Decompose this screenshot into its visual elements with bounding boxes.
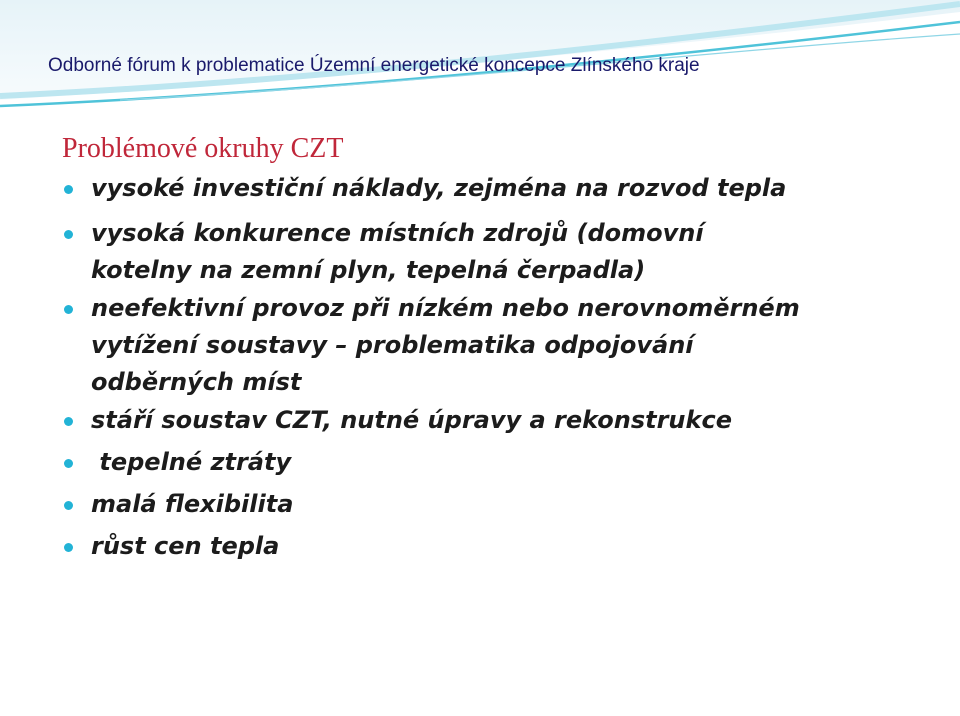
slide-heading: Problémové okruhy CZT [62, 133, 344, 164]
bullet-line: růst cen tepla [91, 532, 280, 560]
bullet-text [91, 215, 704, 289]
bullet-line: odběrných míst [91, 368, 302, 396]
bullet-text [91, 486, 293, 523]
bullet-line: vysoké investiční náklady, zejména na rozvod tepla [91, 174, 787, 202]
header-title: Odborné fórum k problematice Územní energetické koncepce Zlínského kraje [48, 55, 700, 76]
bullet-dot-icon [64, 230, 73, 239]
bullet-dot-icon [64, 459, 73, 468]
bullet-line: tepelné ztráty [91, 448, 292, 476]
bullet-text [91, 402, 732, 439]
bullet-dot-icon [64, 543, 73, 552]
bullet-dot-icon [64, 305, 73, 314]
bullet-text [91, 290, 800, 401]
bullet-text [91, 170, 786, 207]
bullet-line: kotelny na zemní plyn, tepelná čerpadla) [91, 256, 646, 284]
bullet-line: stáří soustav CZT, nutné úpravy a rekonstrukce [91, 406, 732, 434]
bullet-line: neefektivní provoz při nízkém nebo nerovnoměrném [91, 294, 800, 322]
bullet-dot-icon [64, 417, 73, 426]
bullet-dot-icon [64, 185, 73, 194]
bullet-line: vytížení soustavy – problematika odpojování [91, 331, 694, 359]
bullet-line: malá flexibilita [91, 490, 294, 518]
bullet-text [91, 444, 291, 481]
bullet-text [91, 528, 279, 565]
bullet-dot-icon [64, 501, 73, 510]
bullet-line: vysoká konkurence místních zdrojů (domovní [91, 219, 704, 247]
